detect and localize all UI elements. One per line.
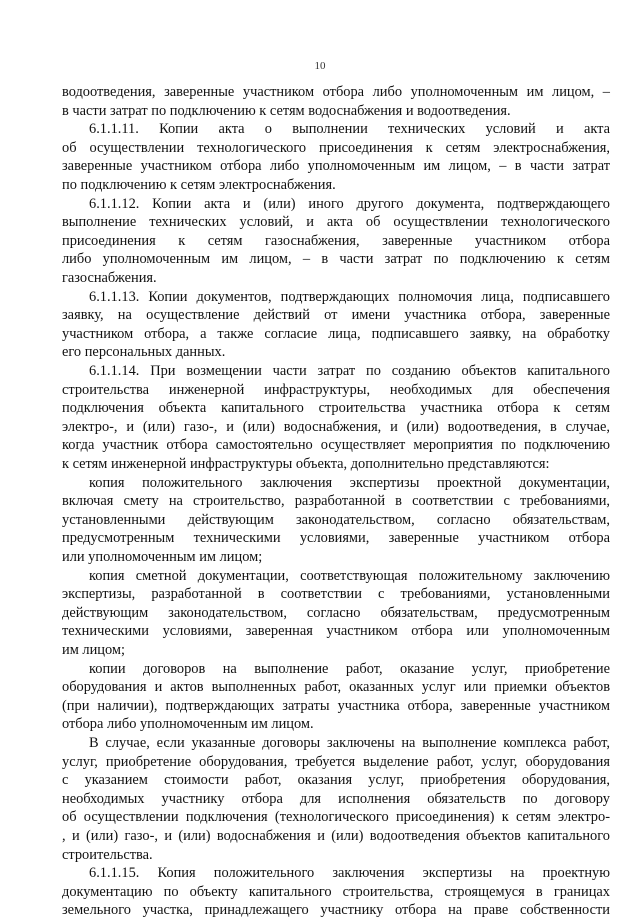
text-line: 6.1.1.11. Копии акта о выполнении технических условий и акта [89,121,610,138]
text-line: с указанием стоимости работ, оказания услуг, приобретения оборудования, [62,772,610,789]
page-number: 10 [314,60,326,72]
text-line: электро-, и (или) газо-, и (или) водоснабжения, и (или) водоотведения, в случае, [62,418,610,435]
text-line: документацию по объекту капитального строительства, строящемуся в границах [62,883,610,900]
text-line: когда участник отбора самостоятельно осуществляет мероприятия по подключению [62,437,610,454]
text-line: установленными действующим законодательством, согласно обязательствам, [62,511,610,528]
text-line: копия положительного заключения экспертизы проектной документации, [89,474,610,491]
text-line: (при наличии), подтверждающих затраты участника отбора, заверенные участником [62,697,610,714]
text-line: копия сметной документации, соответствующая положительному заключению [89,567,610,584]
text-line: им лицом; [62,642,126,658]
text-line: включая смету на строительство, разработанной в соответствии с требованиями, [62,493,610,510]
text-line: присоединения к сетям газоснабжения, заверенные участником отбора [62,232,610,249]
text-line: водоотведения, заверенные участником отбора либо уполномоченным им лицом, – [62,84,610,100]
text-line: 6.1.1.14. При возмещении части затрат по созданию объектов капитального [89,363,610,379]
text-line: 6.1.1.13. Копии документов, подтверждающих полномочия лица, подписавшего [89,288,610,305]
text-line: В случае, если указанные договоры заключены на выполнение комплекса работ, [89,735,610,751]
text-line: его персональных данных. [62,344,226,361]
text-line: к сетям инженерной инфраструктуры объекта, дополнительно представляются: [62,456,550,472]
text-line: 6.1.1.15. Копия положительного заключения экспертизы на проектную [89,865,610,882]
text-line: действующим законодательством, согласно обязательствам, предусмотренным [62,604,610,621]
text-line: техническими условиями, заверенная участником отбора или уполномоченным [62,623,610,640]
text-line: подключения объекта капитального строительства участника отбора к сетям [62,400,610,417]
text-line: , и (или) газо-, и (или) водоснабжения и (или) водоотведения объектов капитального [62,828,610,844]
text-line: предусмотренным техническими условиями, заверенные участником отбора [62,530,610,547]
text-line: 6.1.1.12. Копии акта и (или) иного другого документа, подтверждающего [89,195,610,212]
text-line: об осуществлении технологического присоединения к сетям электроснабжения, [62,139,610,156]
text-line: копии договоров на выполнение работ, оказание услуг, приобретение [89,660,610,677]
text-line: земельного участка, принадлежащего участнику отбора на праве собственности [62,902,610,919]
text-line: заявку, на осуществление действий от имени участника отбора, заверенные [62,307,610,324]
text-line: строительства инженерной инфраструктуры, необходимых для обеспечения [62,381,610,398]
text-line: услуг, приобретение оборудования, требуется выделение работ, услуг, оборудования [62,753,610,770]
text-line: экспертизы, разработанной в соответствии с требованиями, установленными [62,586,610,603]
text-line: по подключению к сетям электроснабжения. [62,177,336,193]
text-line: выполнение технических условий, и акта об осуществлении технологического [62,214,610,231]
text-line: необходимых участнику отбора для исполнения обязательств по договору [62,790,610,807]
text-line: заверенные участником отбора либо уполномоченным им лицом, – в части затрат [62,158,610,175]
text-line: газоснабжения. [62,270,157,286]
text-line: отбора либо уполномоченным им лицом. [62,716,314,733]
text-line: оборудования и актов выполненных работ, оказанных услуг или приемки объектов [62,679,610,696]
text-line: об осуществлении подключения (технологического присоединения) к сетям электро- [62,809,610,826]
text-line: либо уполномоченным им лицом, – в части затрат по подключению к сетям [62,251,610,268]
text-line: в части затрат по подключению к сетям водоснабжения и водоотведения. [62,102,511,119]
text-line: или уполномоченным им лицом; [62,549,263,565]
text-line: строительства. [62,846,153,863]
text-line: участником отбора, а также согласие лица, подписавшего заявку, на обработку [62,325,610,342]
